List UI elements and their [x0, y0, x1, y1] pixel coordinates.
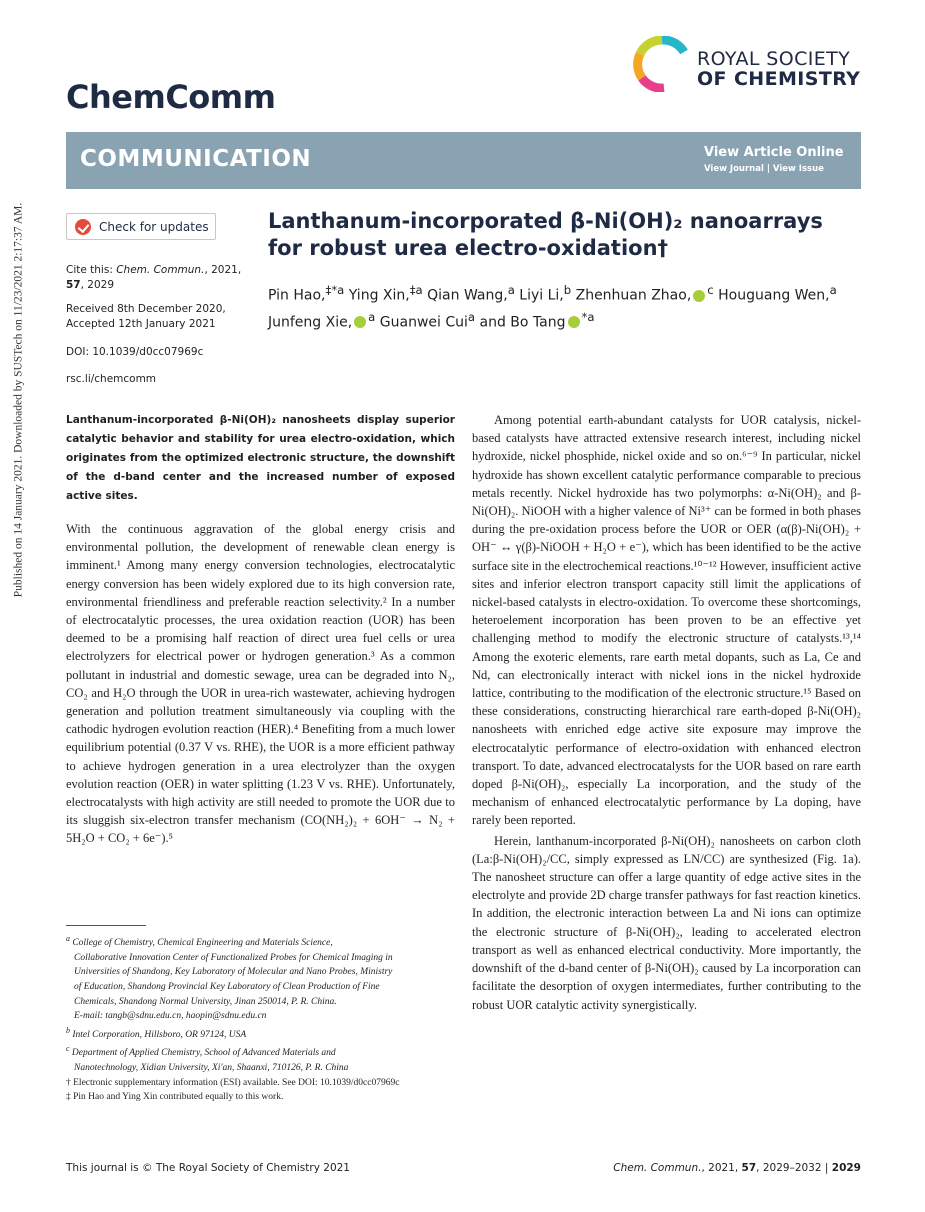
- section-label: COMMUNICATION: [80, 146, 312, 172]
- orcid-icon[interactable]: [693, 290, 705, 302]
- orcid-icon[interactable]: [354, 316, 366, 328]
- affiliation-b: $^b$ Intel Corporation, Hillsboro, OR 97124, USA: [66, 1025, 247, 1040]
- equal-contribution-note: ‡ Pin Hao and Ying Xin contributed equally to this work.: [66, 1092, 284, 1103]
- affiliation-a: $^a$ College of Chemistry, Chemical Engineering and Materials Science, Collaborative Innovation Center of Functionalized Probes for Chemical Imaging in Universities of Shandong, Key Laboratory of Molecular and Nano Probes, Ministry of Education, Shandong Provincial Key Laboratory of Clean Production of Fine Chemicals, Shandong Normal University, Jinan 250014, P. R. China. E-mail: tangb@sdnu.edu.cn, haopin@sdnu.edu.cn: [66, 934, 393, 1022]
- view-article-online-link[interactable]: View Article Online: [704, 145, 844, 160]
- accepted-date: Accepted 12th January 2021: [66, 318, 216, 330]
- received-date: Received 8th December 2020,: [66, 303, 226, 315]
- view-journal-issue-links[interactable]: View Journal | View Issue: [704, 164, 824, 174]
- footnote-divider: [66, 925, 146, 926]
- rsc-logo-line2: OF CHEMISTRY: [697, 68, 861, 90]
- paragraph: Among potential earth-abundant catalysts for UOR catalysis, nickel-based catalysts have attracted extensive research interest, including nickel hydroxide, nickel phosphide, nickel oxide and so on.⁶⁻⁹ In particular, nickel hydroxide has shown excellent catalytic performance comparable to precious metals recently. Nickel hydroxide has two polymorphs: α-Ni(OH)₂ and β-Ni(OH)₂. NiOOH with a higher valence of Ni³⁺ can be formed in both phases during the pre-oxidation process before the UOR or OER (α(β)-Ni(OH)₂ + OH⁻ ↔ γ(β)-NiOOH + H₂O + e⁻), which has been identified to be the active surface site in the electrochemical reactions.¹⁰⁻¹² However, insufficient active sites and inferior electron transport capacity still limit the applications of nickel-based catalysts in electro-oxidation. To overcome these shortcomings, heteroelement incorporation has been proven to be an effective yet challenging method to modify the electronic structure of catalysts.¹³,¹⁴ Among the exoteric elements, rare earth metal dopants, such as La, Ce and Nd, can electronically interact with nickel ions in the nickel hydroxide lattice, contributing to the modification of the electronic structure.¹⁵ Based on these considerations, constructing hierarchical rare earth-doped β-Ni(OH)₂ nanosheets with enriched edge active site exposure may improve the electrocatalytic performance of electro-oxidation with enhanced electron transport. To date, advanced electrocatalysts for the UOR based on rare earth doped β-Ni(OH)₂, especially La incorporation, and the study of the mechanism of enhanced electrocatalytic performance by La doping, have rarely been reported.: [472, 413, 861, 828]
- footnotes: [66, 932, 455, 1105]
- doi[interactable]: DOI: 10.1039/d0cc07969c: [66, 346, 204, 358]
- article-title: Lanthanum-incorporated β-Ni(OH)₂ nanoarrays for robust urea electro-oxidation†: [268, 209, 823, 260]
- body-right-column: [472, 411, 861, 1014]
- rsc-logo-icon: [632, 36, 692, 92]
- check-updates-label: Check for updates: [99, 219, 209, 234]
- download-side-note: Published on 14 January 2021. Downloaded by SUSTech on 11/23/2021 2:17:37 AM.: [12, 202, 25, 598]
- rsc-logo-line1: ROYAL SOCIETY: [697, 48, 851, 70]
- check-for-updates-button[interactable]: [66, 213, 216, 240]
- footer-citation: Chem. Commun., 2021, 57, 2029–2032 | 2029: [613, 1162, 861, 1174]
- affiliation-c: $^c$ Department of Applied Chemistry, School of Advanced Materials and Nanotechnology, Xidian University, Xi'an, Shaanxi, 710126, P. R. China: [66, 1044, 349, 1074]
- journal-name[interactable]: ChemComm: [66, 78, 276, 116]
- page-number: 2029: [831, 1162, 861, 1174]
- esi-note: † Electronic supplementary information (ESI) available. See DOI: 10.1039/d0cc07969c: [66, 1077, 400, 1088]
- paragraph: With the continuous aggravation of the global energy crisis and environmental pollution, the development of renewable clean energy is imminent.¹ Among many energy conversion technologies, electrocatalytic energy conversion has been widely explored due to its high conversion rate, environmental friendliness and preferable reaction selectivity.² In a number of electrocatalytic processes, the urea oxidation reaction (UOR) has been deemed to be a promising half reaction of direct urea fuel cells or urea electrolyzers for electrical power or hydrogen generation.³ As a common pollutant in industrial and domestic sewage, urea can be degraded into N₂, CO₂ and H₂O through the UOR in urea-rich wastewater, achieving hydrogen generation and pollution treatment simultaneously via coupling with the cathodic hydrogen evolution reaction (HER).⁴ Benefiting from a much lower equilibrium potential (0.37 V vs. RHE), the UOR is a more efficient pathway to achieve hydrogen generation in a urea electrolyzer than the oxygen evolution reaction (OER) in water splitting (1.23 V vs. RHE). Unfortunately, electrocatalysts with high activity are still needed to promote the UOR due to its sluggish six-electron transfer mechanism (CO(NH₂)₂ + 6OH⁻ → N₂ + 5H₂O + CO₂ + 6e⁻).⁵: [66, 522, 455, 846]
- orcid-icon[interactable]: [568, 316, 580, 328]
- paragraph: Herein, lanthanum-incorporated β-Ni(OH)₂ nanosheets on carbon cloth (La:β-Ni(OH)₂/CC, simply expressed as LN/CC) are synthesized (Fig. 1a). The nanosheet structure can offer a large quantity of edge active sites in the electrolyte and provide 2D charge transfer pathways for fast reaction kinetics. In addition, the electronic interaction between La and Ni ions can optimize the electronic structure of β-Ni(OH)₂, leading to accelerated electron transport as well as enhanced electrical conductivity. More importantly, the downshift of the d-band center of β-Ni(OH)₂ caused by La incorporation can facilitate the desorption of oxygen intermediates, further contributing to the robust UOR catalytic activity synergistically.: [472, 833, 861, 1012]
- author-list: Pin Hao,$^{\ddagger*a}$ Ying Xin,$^{\ddagger a}$ Qian Wang,$^a$ Liyi Li,$^b$ Zhenhuan Zhao, $^c$ Houguang Wen,$^a$ Junfeng Xie, $^a$ Guanwei Cui$^a$ and Bo Tang $^{*a}$: [268, 283, 837, 331]
- journal-url[interactable]: rsc.li/chemcomm: [66, 373, 157, 385]
- abstract: Lanthanum-incorporated β-Ni(OH)₂ nanosheets display superior catalytic behavior and stability for urea electro-oxidation, which originates from the optimized electronic structure, the downshift of the d-band center and the increased number of exposed active sites.: [66, 414, 455, 502]
- citation-info: Cite this: Chem. Commun., 2021, 57, 2029: [66, 264, 242, 291]
- check-updates-icon: [75, 219, 91, 235]
- footer-copyright: This journal is © The Royal Society of Chemistry 2021: [66, 1162, 350, 1174]
- body-left-column: [66, 520, 455, 848]
